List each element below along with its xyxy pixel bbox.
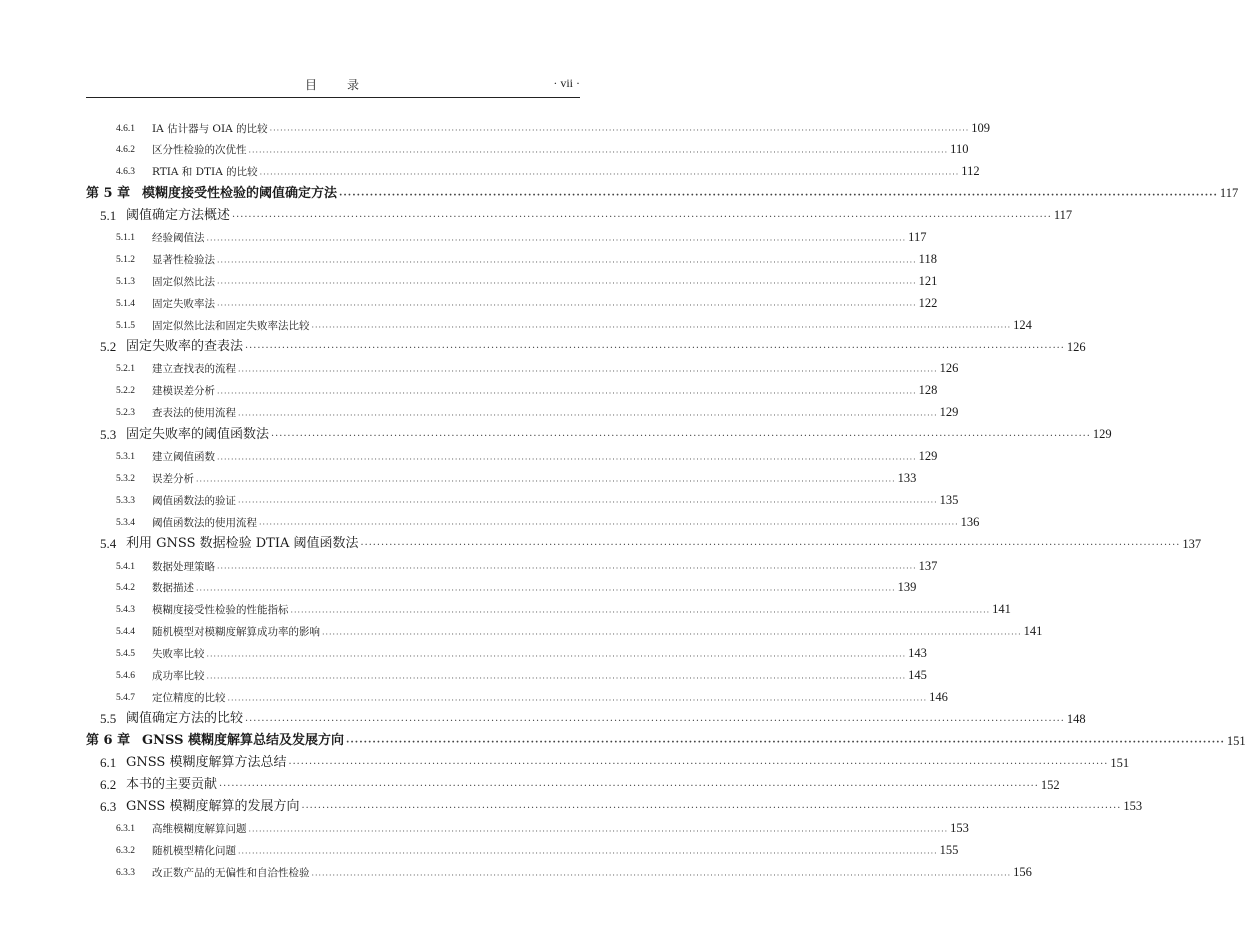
toc-entry-page: 151 [1226, 733, 1246, 748]
toc-entry [86, 731, 1246, 749]
toc-entry-title: 查表法的使用流程 [152, 407, 236, 420]
toc-entry [86, 622, 1043, 639]
toc-entry-page: 129 [1092, 427, 1112, 442]
header-page-number: · vii · [553, 76, 580, 90]
toc-entry [86, 709, 1086, 727]
toc-dot-leader: ········································································································································································································ [196, 586, 896, 596]
toc-entry-number: 5.4.1 [116, 561, 135, 572]
toc-entry-title: 随机模型对模糊度解算成功率的影响 [152, 626, 320, 639]
toc-dot-leader: ········································································································································································································ [301, 803, 1122, 815]
toc-entry-number: 5.2.3 [116, 408, 135, 419]
toc-dot-leader: ········································································································································································································ [339, 189, 1218, 201]
toc-entry [86, 600, 1011, 617]
toc-entry [86, 687, 948, 705]
toc-dot-leader: ········································································································································································································ [238, 848, 938, 858]
toc-entry-title: 建立阈值函数 [152, 451, 215, 463]
toc-entry-page: 156 [1013, 865, 1032, 880]
toc-entry [86, 162, 980, 179]
toc-entry-page: 141 [992, 602, 1011, 617]
toc-dot-leader: ········································································································································································································ [206, 235, 907, 245]
toc-entry-page: 148 [1066, 711, 1086, 726]
toc-entry-number: 6.1 [100, 755, 117, 771]
toc-entry [86, 644, 927, 661]
toc-dot-leader: ········································································································································································································ [238, 498, 938, 508]
toc-entry-page: 126 [1066, 339, 1086, 354]
toc-entry-page: 137 [1182, 536, 1202, 551]
toc-entry-title: 数据描述 [152, 582, 194, 595]
toc-dot-leader: ········································································································································································································ [217, 257, 917, 267]
toc-dot-leader: ········································································································································································································ [360, 540, 1181, 552]
toc-dot-leader: ········································································································································································································ [311, 870, 1012, 880]
toc-entry-page: 137 [918, 558, 938, 573]
toc-entry-number: 6.3.2 [116, 846, 135, 857]
toc-entry [86, 775, 1060, 793]
toc-entry [86, 666, 927, 683]
toc-entry-number: 5.1.3 [116, 276, 135, 287]
toc-entry-page: 151 [1110, 755, 1130, 770]
toc-entry [86, 841, 959, 858]
toc-entry-number: 6.3.3 [116, 868, 135, 879]
toc-entry-number: 6.3 [100, 798, 117, 814]
toc-entry-number: 5.2 [100, 339, 117, 354]
toc-dot-leader: ········································································································································································································ [271, 430, 1091, 442]
toc-entry-page: 128 [918, 383, 938, 398]
toc-entry-page: 152 [1040, 777, 1060, 792]
toc-entry [86, 578, 917, 596]
toc-entry [86, 556, 938, 574]
toc-entry-number: 5.4.4 [116, 627, 135, 638]
toc-entry-number: 6.3.1 [116, 824, 135, 835]
toc-entry-title: 固定似然比法 [152, 275, 215, 288]
toc-dot-leader: ········································································································································································································ [259, 520, 959, 530]
toc-entry-page: 118 [918, 251, 937, 266]
toc-entry-title: GNSS 模糊度解算总结及发展方向 [142, 733, 345, 749]
toc-entry-title: IA 估计器与 OIA 的比较 [152, 122, 268, 135]
toc-entry-title: 高维模糊度解算问题 [152, 823, 247, 836]
toc-dot-leader: ········································································································································································································ [217, 301, 917, 311]
toc-entry-title: 经验阈值法 [152, 232, 205, 244]
toc-entry-title: 固定似然比法和固定失败率法比较 [152, 319, 310, 332]
toc-entry [86, 512, 980, 530]
toc-entry [86, 863, 1032, 880]
toc-entry-title: 阈值确定方法的比较 [126, 711, 244, 727]
toc-entry [86, 315, 1032, 333]
toc-entry-page: 129 [918, 449, 938, 463]
toc-entry-page: 126 [939, 361, 959, 376]
toc-entry-title: 模糊度接受性检验的性能指标 [152, 604, 289, 617]
toc-entry [86, 293, 938, 311]
toc-entry-title: GNSS 模糊度解算方法总结 [126, 755, 287, 771]
toc-entry-page: 145 [908, 668, 927, 682]
toc-dot-leader: ········································································································································································································ [346, 737, 1225, 749]
toc-dot-leader: ········································································································································································································ [196, 476, 896, 486]
toc-entry-number: 4.6.3 [116, 167, 135, 178]
toc-entry [86, 118, 990, 136]
toc-entry-title: 数据处理策略 [152, 560, 215, 573]
toc-dot-leader: ········································································································································································································ [269, 126, 970, 136]
toc-dot-leader: ········································································································································································································ [290, 607, 991, 617]
toc-entry [86, 337, 1086, 355]
toc-entry-title: 阈值确定方法概述 [126, 207, 231, 223]
toc-dot-leader: ········································································································································································································ [206, 651, 907, 661]
toc-dot-leader: ········································································································································································································ [245, 715, 1065, 727]
toc-entry-page: 155 [939, 843, 959, 858]
toc-entry-page: 117 [1219, 186, 1239, 201]
toc-entry [86, 819, 969, 836]
toc-dot-leader: ········································································································································································································ [288, 759, 1109, 771]
toc-entry [86, 447, 938, 464]
toc-entry-number: 5.1.5 [116, 320, 135, 331]
toc-entry-title: 建模误差分析 [152, 385, 215, 398]
toc-entry-page: 109 [971, 120, 990, 135]
toc-dot-leader: ········································································································································································································ [322, 629, 1022, 639]
toc-entry-number: 5.3.1 [116, 452, 135, 462]
toc-entry-number: 5.1.1 [116, 233, 135, 243]
toc-entry-title: 固定失败率的阈值函数法 [126, 426, 270, 442]
toc-entry-number: 5.4 [100, 536, 117, 552]
toc-entry-title: 随机模型精化问题 [152, 845, 236, 858]
toc-dot-leader: ········································································································································································································ [248, 826, 949, 836]
toc-entry-title: 改正数产品的无偏性和自洽性检验 [152, 867, 310, 880]
toc-dot-leader: ········································································································································································································ [217, 279, 917, 289]
toc-dot-leader: ········································································································································································································ [311, 323, 1012, 333]
toc-dot-leader: ········································································································································································································ [245, 343, 1065, 355]
toc-dot-leader: ········································································································································································································ [217, 564, 917, 574]
toc-entry-number: 5.3.2 [116, 473, 135, 484]
toc-entry [86, 381, 938, 398]
toc-entry-title: RTIA 和 DTIA 的比较 [152, 166, 258, 179]
toc-dot-leader: ········································································································································································································ [217, 454, 917, 464]
toc-entry-title: 建立查找表的流程 [152, 363, 236, 376]
toc-entry-page: 153 [950, 821, 969, 836]
toc-entry [86, 534, 1202, 552]
toc-entry-page: 146 [929, 689, 948, 704]
toc-entry [86, 425, 1112, 442]
toc-entry [86, 490, 959, 508]
toc-entry-page: 112 [961, 164, 980, 179]
toc-entry-number: 5.1.4 [116, 298, 135, 309]
toc-entry-page: 135 [939, 492, 959, 507]
toc-entry-title: 利用 GNSS 数据检验 DTIA 阈值函数法 [126, 536, 359, 552]
toc-entry-page: 121 [918, 273, 938, 288]
toc-entry-title: 定位精度的比较 [152, 691, 226, 704]
toc-entry-title: 本书的主要贡献 [126, 777, 218, 792]
toc-entry-title: 成功率比较 [152, 670, 205, 682]
toc-dot-leader: ········································································································································································································ [248, 148, 949, 158]
toc-entry-number: 5.4.7 [116, 692, 135, 703]
toc-entry-title: 失败率比较 [152, 648, 205, 661]
toc-entry-page: 129 [939, 405, 959, 420]
toc-entry-page: 133 [897, 470, 917, 485]
toc-entry-title: 区分性检验的次优性 [152, 144, 247, 157]
toc-entry [86, 468, 917, 486]
toc-entry-title: 显著性检验法 [152, 253, 215, 266]
toc-entry-number: 5.5 [100, 711, 117, 727]
toc-entry-number: 4.6.1 [116, 123, 135, 134]
toc-entry-title: 阈值函数法的使用流程 [152, 516, 257, 529]
toc-entry-title: 固定失败率的查表法 [126, 339, 244, 354]
toc-entry-number: 5.3.3 [116, 495, 135, 506]
toc-entry-number: 5.3 [100, 426, 117, 442]
toc-entry-title: 误差分析 [152, 472, 194, 485]
toc-entry-number: 5.4.2 [116, 583, 135, 594]
toc-entry-number: 6.2 [100, 777, 117, 792]
toc-entry-number: 5.4.6 [116, 671, 135, 681]
toc-dot-leader: ········································································································································································································ [206, 673, 907, 683]
toc-entry-number: 5.1 [100, 207, 117, 223]
toc-entry-page: 153 [1123, 799, 1143, 814]
toc-entry-title: GNSS 模糊度解算的发展方向 [126, 798, 300, 814]
toc-entry-page: 122 [918, 295, 938, 310]
toc-dot-leader: ········································································································································································································ [227, 695, 928, 705]
toc-entry [86, 140, 969, 158]
toc-entry-title: 固定失败率法 [152, 297, 215, 310]
toc-entry-number: 4.6.2 [116, 145, 135, 156]
toc-dot-leader: ········································································································································································································ [238, 410, 938, 420]
toc-entry [86, 184, 1239, 201]
toc-dot-leader: ········································································································································································································ [238, 367, 938, 377]
toc-entry-number: 第 5 章 [86, 185, 131, 201]
toc-entry-title: 模糊度接受性检验的阈值确定方法 [142, 185, 338, 201]
toc-entry-page: 136 [960, 514, 980, 529]
toc-entry-number: 5.2.1 [116, 364, 135, 375]
header-title: 目 录 [304, 78, 361, 92]
toc-entry [86, 403, 959, 420]
toc-entry-title: 阈值函数法的验证 [152, 494, 236, 507]
toc-entry [86, 228, 927, 245]
toc-entry-number: 5.4.5 [116, 649, 135, 660]
toc-entry-page: 124 [1013, 317, 1032, 332]
toc-entry [86, 249, 937, 267]
toc-dot-leader: ········································································································································································································ [219, 781, 1039, 793]
toc-entry-number: 5.1.2 [116, 254, 135, 265]
toc-dot-leader: ········································································································································································································ [217, 388, 917, 398]
toc-entry-page: 117 [1053, 208, 1073, 223]
toc-entry-page: 110 [950, 142, 969, 157]
toc-entry [86, 797, 1143, 815]
toc-entry-page: 141 [1023, 624, 1043, 639]
toc-entry-number: 5.4.3 [116, 605, 135, 616]
toc-entry [86, 753, 1130, 771]
toc-entry-page: 139 [897, 580, 917, 595]
toc-entry [86, 359, 959, 377]
toc-entry [86, 206, 1073, 223]
toc-entry-number: 5.2.2 [116, 386, 135, 397]
toc-entry-page: 117 [908, 230, 927, 244]
toc-dot-leader: ········································································································································································································ [232, 211, 1052, 223]
toc-entry-number: 第 6 章 [86, 733, 131, 749]
toc-entry-number: 5.3.4 [116, 517, 135, 528]
toc-dot-leader: ········································································································································································································ [259, 169, 960, 179]
toc-entry-page: 143 [908, 646, 927, 661]
toc-entry [86, 271, 938, 289]
